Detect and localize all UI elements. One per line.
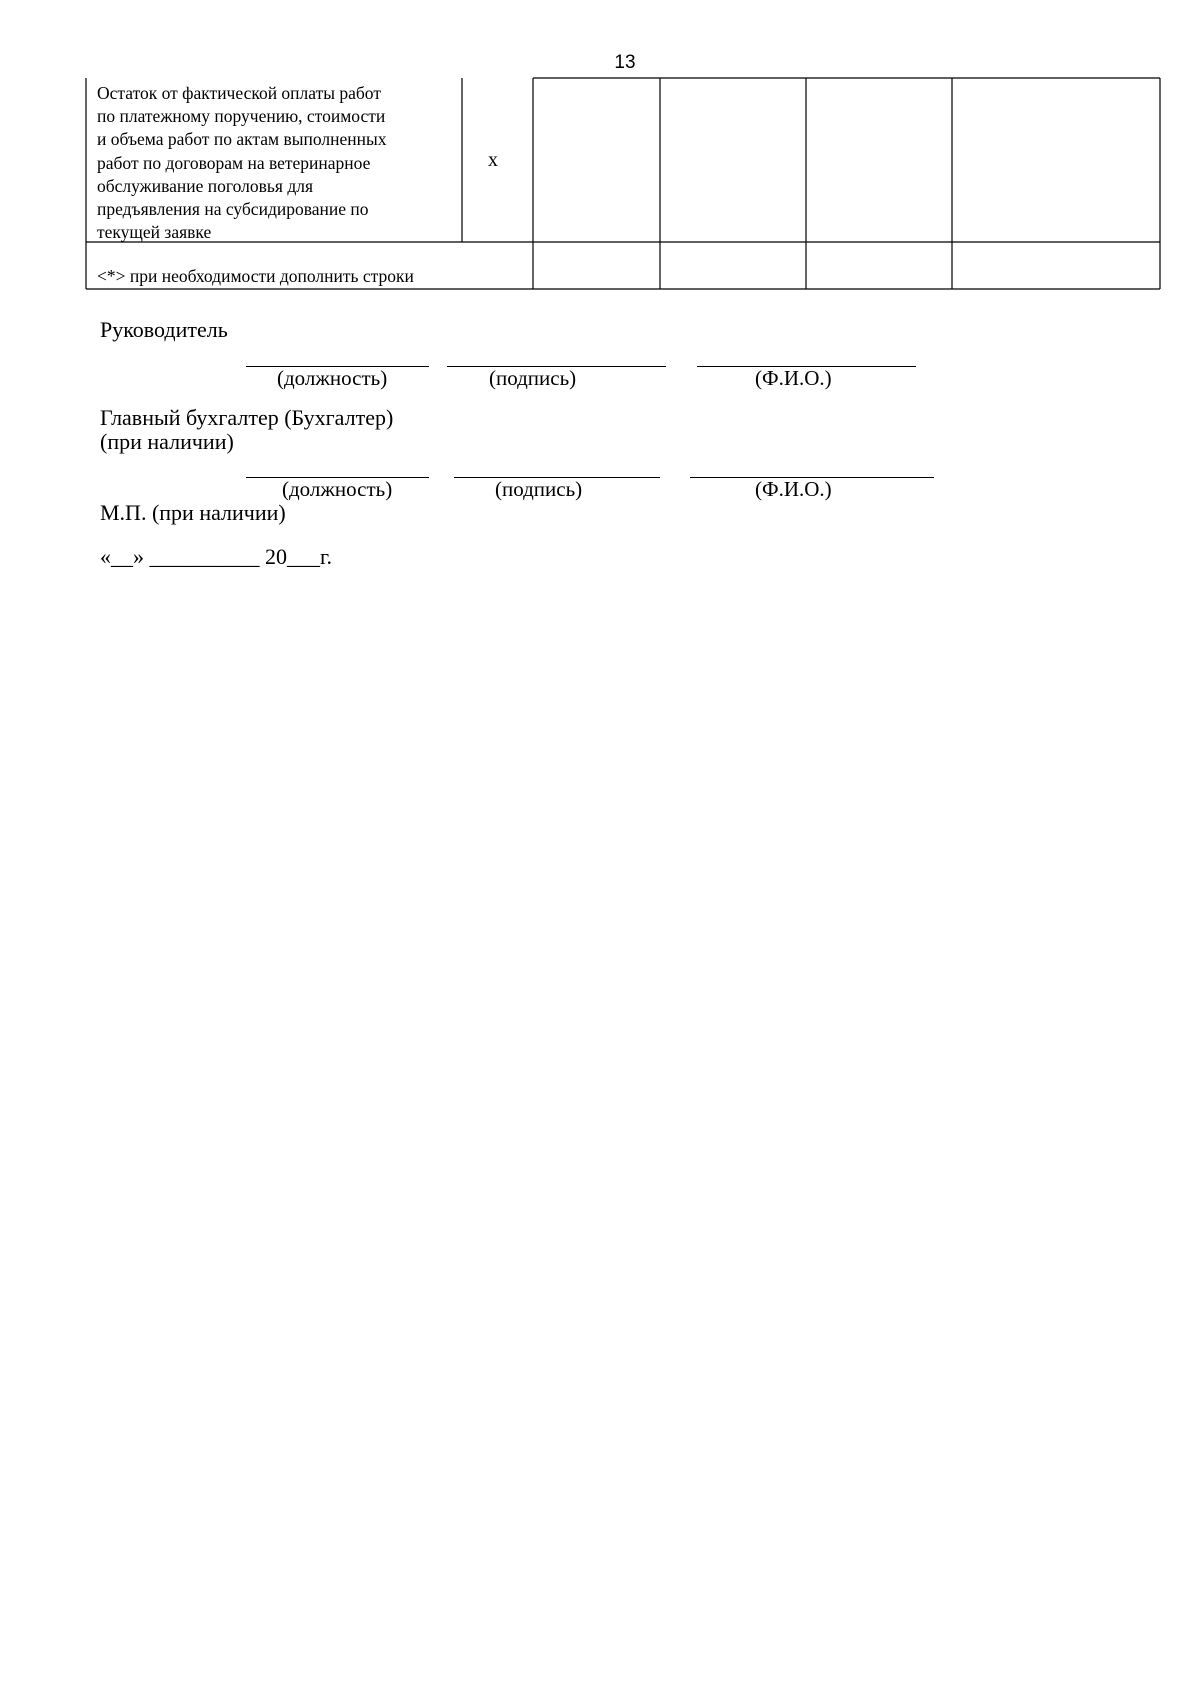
table-footnote: <*> при необходимости дополнить строки xyxy=(97,266,414,286)
table-row-marker: x xyxy=(488,149,498,171)
head-signature-caption: (подпись) xyxy=(489,366,577,390)
stamp-label: М.П. (при наличии) xyxy=(100,500,286,525)
accountant-label-note: (при наличии) xyxy=(100,429,234,454)
accountant-name-caption: (Ф.И.О.) xyxy=(755,477,832,501)
date-line: «__» __________ 20___г. xyxy=(100,544,333,569)
accountant-signature-caption: (подпись) xyxy=(495,477,583,501)
head-label: Руководитель xyxy=(100,317,228,342)
head-position-caption: (должность) xyxy=(277,366,388,390)
accountant-label: Главный бухгалтер (Бухгалтер) xyxy=(100,405,394,430)
page-number: 13 xyxy=(614,52,636,73)
head-name-caption: (Ф.И.О.) xyxy=(755,366,832,390)
table-row-label: Остаток от фактической оплаты работ по платежному поручению, стоимости и объема работ по актам выполненных работ по договорам на ветеринарное обслуживание поголовья для предъявления на субсидирование по текущей заявке xyxy=(97,83,387,243)
accountant-position-caption: (должность) xyxy=(282,477,393,501)
